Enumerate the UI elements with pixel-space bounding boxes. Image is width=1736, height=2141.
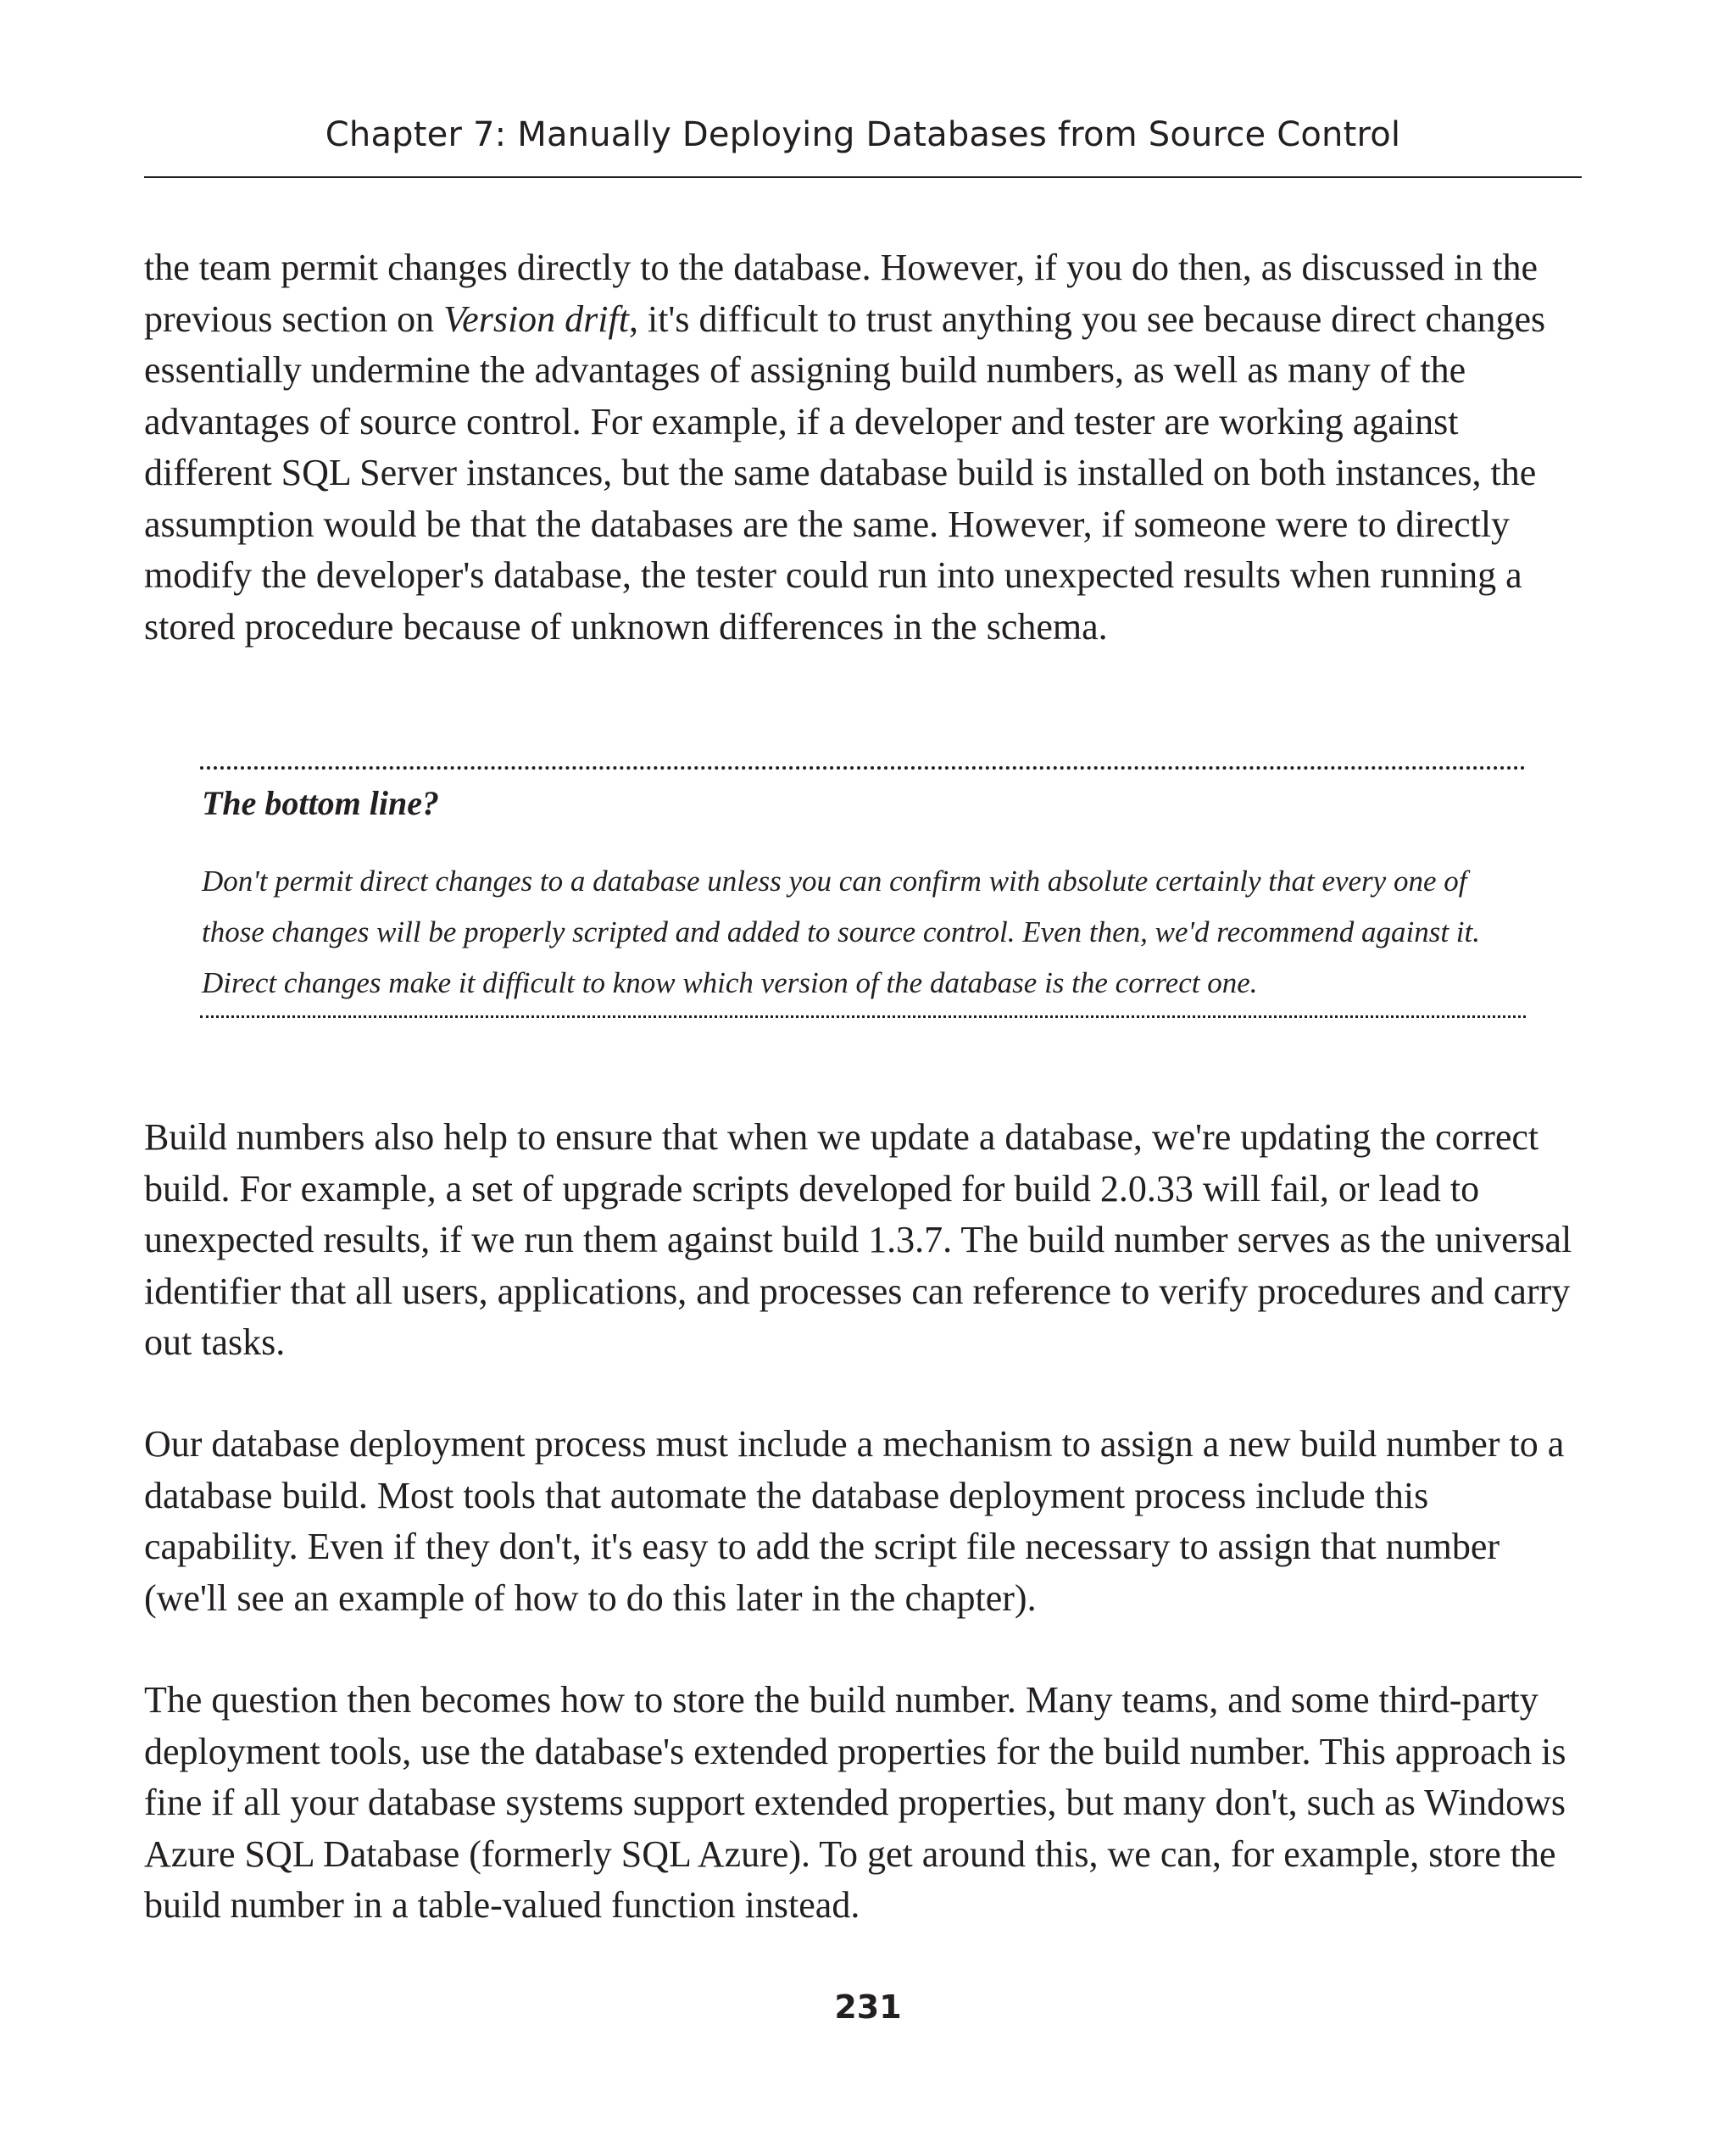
callout-body [202, 856, 1524, 1009]
body-paragraph-3 [144, 1419, 1585, 1624]
callout-box [200, 761, 1526, 1026]
callout-title: The bottom line? [202, 784, 439, 822]
body-paragraph-4 [144, 1675, 1585, 1932]
callout-bottom-dotted-rule [200, 1015, 1526, 1018]
paragraph-text-part-1: the team permit changes directly to the database. However, if you do then, as discussed in the previous section on [144, 247, 1538, 340]
paragraph-text: The question then becomes how to store the build number. Many teams, and some third-party deployment tools, use the database's extended properties for the build number. This approach is fine if all your database systems support extended properties, but many don't, such as Windows Azure SQL Database (formerly SQL Azure). To get around this, we can, for example, store the build number in a table-valued function instead. [144, 1679, 1566, 1926]
chapter-title: Chapter 7: Manually Deploying Databases from Source Control [325, 115, 1401, 154]
callout-top-dotted-rule [200, 766, 1526, 770]
body-paragraph-2 [144, 1112, 1585, 1369]
cross-reference-version-drift: Version drift [443, 298, 629, 340]
page-number: 231 [834, 1988, 902, 2026]
running-header [144, 112, 1582, 178]
callout-body-text: Don't permit direct changes to a database unless you can confirm with absolute certainly that every one of those changes will be properly scripted and added to source control. Even then, we'd recommend against it. Direct changes make it difficult to know which version of the database is the correct one. [202, 865, 1481, 999]
paragraph-text [144, 242, 1585, 653]
paragraph-text: Build numbers also help to ensure that when we update a database, we're updating the correct build. For example, a set of upgrade scripts developed for build 2.0.33 will fail, or lead to unexpected results, if we run them against build 1.3.7. The build number serves as the universal identifier that all users, applications, and processes can reference to verify procedures and carry out tasks. [144, 1116, 1572, 1363]
paragraph-text-part-2: , it's difficult to trust anything you see because direct changes essentially undermine the advantages of assigning build numbers, as well as many of the advantages of source control. For example, if a developer and tester are working against different SQL Server instances, but the same database build is installed on both instances, the assumption would be that the databases are the same. However, if someone were to directly modify the developer's database, the tester could run into unexpected results when running a stored procedure because of unknown differences in the schema. [144, 298, 1546, 648]
body-paragraph-1 [144, 242, 1585, 653]
paragraph-text: Our database deployment process must include a mechanism to assign a new build number to a database build. Most tools that automate the database deployment process include this capability. Even if they don't, it's easy to add the script file necessary to assign that number (we'll see an example of how to do this later in the chapter). [144, 1423, 1565, 1619]
